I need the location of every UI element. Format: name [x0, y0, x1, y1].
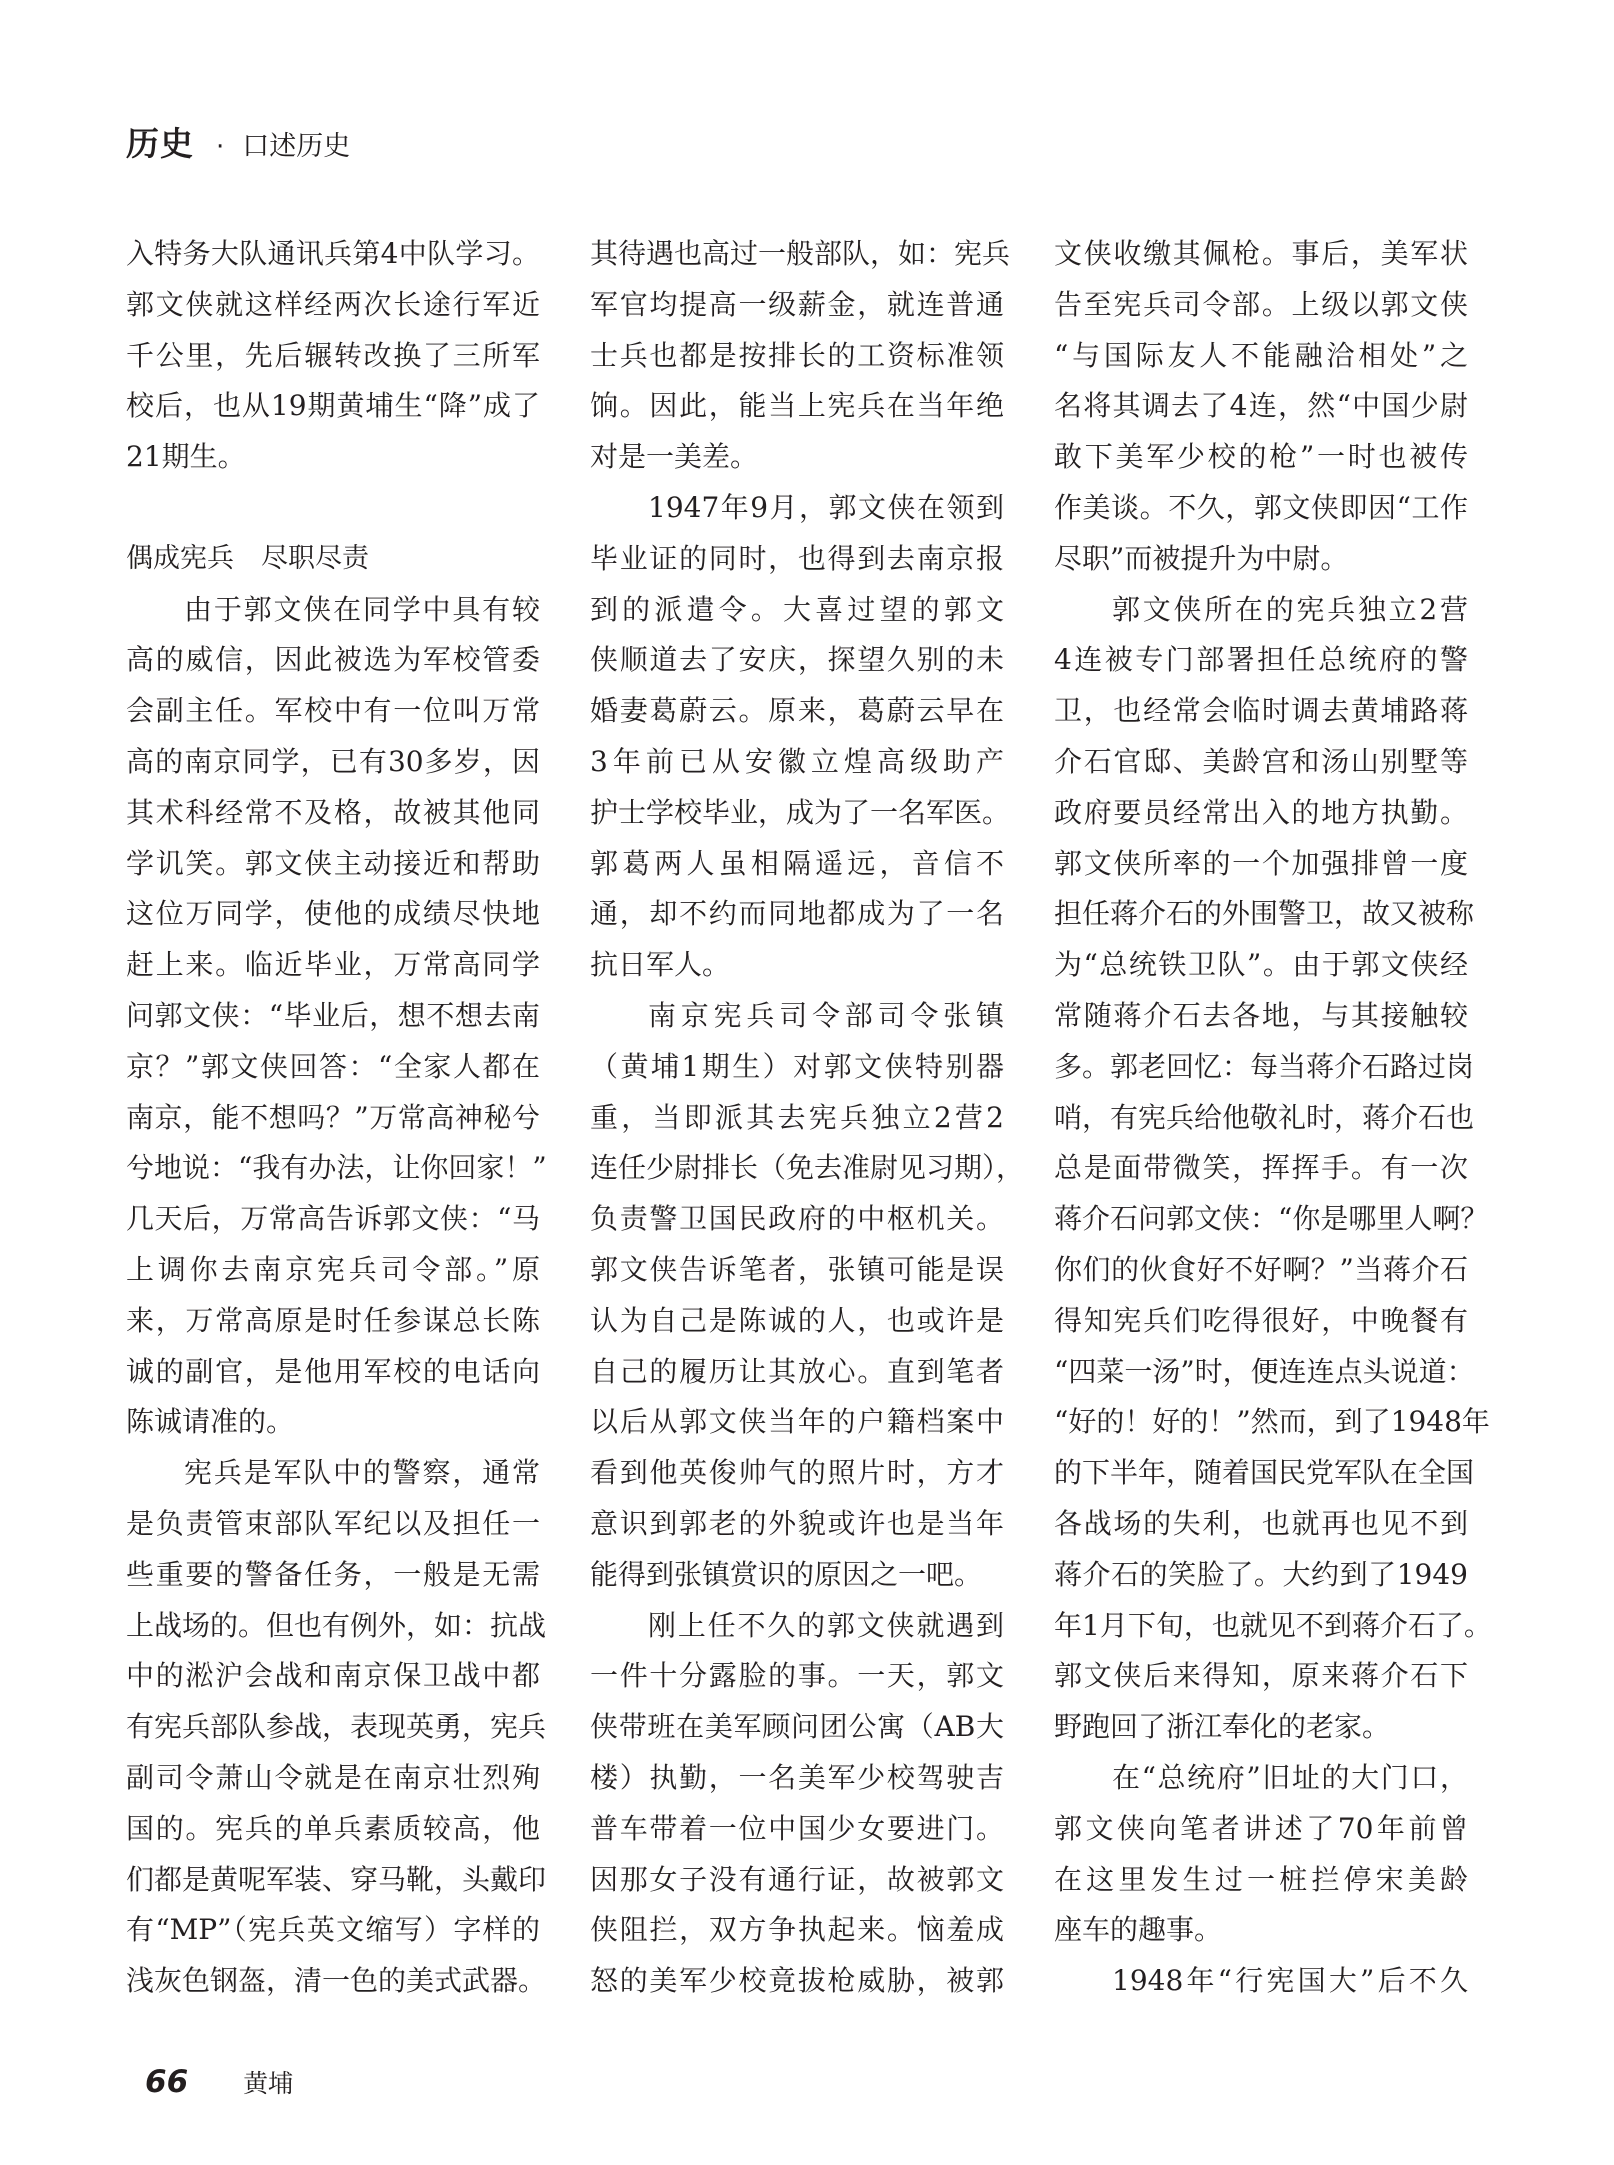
- text-line: 兮地说：“我有办法，让你回家！”: [126, 1151, 547, 1185]
- text-line: 来，万常高原是时任参谋总长陈: [126, 1303, 540, 1337]
- text-line: 一件十分露脸的事。一天，郭文: [590, 1659, 1004, 1693]
- text-line: 郭文侠向笔者讲述了70年前曾: [1054, 1811, 1468, 1845]
- running-header: [126, 118, 350, 165]
- text-line: 士兵也都是按排长的工资标准领: [590, 338, 1004, 372]
- text-line: 告至宪兵司令部。上级以郭文侠: [1054, 287, 1468, 321]
- text-line: 多。郭老回忆：每当蒋介石路过岗: [1054, 1049, 1475, 1083]
- text-line: 护士学校毕业，成为了一名军医。: [590, 795, 1011, 829]
- page-footer: [145, 2064, 293, 2100]
- text-line: 作美谈。不久，郭文侠即因“工作: [1054, 490, 1468, 524]
- text-line: 郭文侠所率的一个加强排曾一度: [1054, 846, 1468, 880]
- text-line: 负责警卫国民政府的中枢机关。: [590, 1202, 1004, 1236]
- text-line: 国的。宪兵的单兵素质较高，他: [126, 1811, 540, 1845]
- text-line: 校后，也从19期黄埔生“降”成了: [126, 389, 540, 423]
- text-line: 蒋介石的笑脸了。大约到了1949: [1054, 1557, 1468, 1591]
- text-line: 中的淞沪会战和南京保卫战中都: [126, 1659, 540, 1693]
- text-line: 南京，能不想吗？”万常高神秘兮: [126, 1100, 540, 1134]
- text-line: 刚上任不久的郭文侠就遇到: [648, 1608, 1004, 1642]
- text-line: 浅灰色钢盔，清一色的美式武器。: [126, 1964, 547, 1998]
- paragraph: [590, 1601, 1004, 2007]
- text-line: 通，却不约而同地都成为了一名: [590, 897, 1004, 931]
- text-line: 1947年9月，郭文侠在领到: [648, 490, 1004, 524]
- text-line: 政府要员经常出入的地方执勤。: [1054, 795, 1468, 829]
- text-line: 千公里，先后辗转改换了三所军: [126, 338, 540, 372]
- text-line: 得知宪兵们吃得很好，中晚餐有: [1054, 1303, 1468, 1337]
- text-line: 赶上来。临近毕业，万常高同学: [126, 948, 540, 982]
- text-line: 自己的履历让其放心。直到笔者: [590, 1354, 1004, 1388]
- text-line: 哨，有宪兵给他敬礼时，蒋介石也: [1054, 1100, 1475, 1134]
- text-line: 陈诚请准的。: [126, 1405, 295, 1439]
- text-line: 座车的趣事。: [1054, 1913, 1223, 1947]
- text-line: 军官均提高一级薪金，就连普通: [590, 287, 1004, 321]
- text-line: [126, 483, 540, 534]
- text-line: 普车带着一位中国少女要进门。: [590, 1811, 1004, 1845]
- text-line: 郭文侠所在的宪兵独立2营: [1112, 592, 1468, 626]
- paragraph: [126, 1448, 547, 2007]
- text-line: 高的威信，因此被选为军校管委: [126, 643, 540, 677]
- text-line: 入特务大队通讯兵第4中队学习。: [126, 237, 540, 270]
- text-line: 上调你去南京宪兵司令部。”原: [126, 1252, 540, 1286]
- text-line: 几天后，万常高告诉郭文侠：“马: [126, 1202, 540, 1236]
- text-line: 卫，也经常会临时调去黄埔路蒋: [1054, 694, 1468, 728]
- text-column-1: [126, 229, 547, 2007]
- text-line: 到的派遣令。大喜过望的郭文: [590, 592, 1004, 626]
- header-separator: ·: [216, 132, 225, 162]
- text-line: 饷。因此，能当上宪兵在当年绝: [590, 389, 1004, 423]
- text-line: 其待遇也高过一般部队，如：宪兵: [590, 237, 1011, 270]
- paragraph: [1054, 229, 1468, 585]
- text-line: 能得到张镇赏识的原因之一吧。: [590, 1557, 983, 1591]
- text-line: 担任蒋介石的外围警卫，故又被称: [1054, 897, 1475, 931]
- text-line: 因那女子没有通行证，故被郭文: [590, 1862, 1004, 1896]
- paragraph: [590, 991, 1025, 1601]
- text-line: 南京宪兵司令部司令张镇: [648, 998, 1004, 1032]
- text-line: 名将其调去了4连，然“中国少尉: [1054, 389, 1468, 423]
- text-line: 在这里发生过一桩拦停宋美龄: [1054, 1862, 1468, 1896]
- text-line: （黄埔1期生）对郭文侠特别器: [590, 1049, 1004, 1083]
- subsection-title: 口述历史: [242, 131, 351, 162]
- text-line: 在“总统府”旧址的大门口，: [1112, 1760, 1468, 1794]
- text-line: 蒋介石问郭文侠：“你是哪里人啊？: [1054, 1202, 1489, 1236]
- text-line: 对是一美差。: [590, 440, 759, 474]
- text-line: 4连被专门部署担任总统府的警: [1054, 643, 1468, 677]
- text-line: 这位万同学，使他的成绩尽快地: [126, 897, 540, 931]
- text-line: 3年前已从安徽立煌高级助产: [590, 744, 1004, 778]
- text-line: “四菜一汤”时，便连连点头说道：: [1054, 1354, 1475, 1388]
- text-line: 郭葛两人虽相隔遥远，音信不: [590, 846, 1004, 880]
- text-line: “好的！好的！”然而，到了1948年: [1054, 1405, 1490, 1439]
- magazine-name: 黄埔: [243, 2069, 294, 2098]
- text-line: “与国际友人不能融洽相处”之: [1054, 338, 1468, 372]
- text-line: 年1月下旬，也就见不到蒋介石了。: [1054, 1608, 1492, 1642]
- text-line: 们都是黄呢军装、穿马靴，头戴印: [126, 1862, 547, 1896]
- text-line: 郭文侠就这样经两次长途行军近: [126, 287, 540, 321]
- text-line: 由于郭文侠在同学中具有较: [184, 592, 540, 626]
- text-column-2: [590, 229, 1025, 2007]
- text-line: 文侠收缴其佩枪。事后，美军状: [1054, 237, 1468, 270]
- text-line: 会副主任。军校中有一位叫万常: [126, 694, 540, 728]
- text-line: 楼）执勤，一名美军少校驾驶吉: [590, 1760, 1004, 1794]
- paragraph: [1054, 1753, 1468, 1956]
- spacer: [126, 483, 540, 534]
- text-line: 有宪兵部队参战，表现英勇，宪兵: [126, 1710, 547, 1744]
- text-line: 婚妻葛蔚云。原来，葛蔚云早在: [590, 694, 1004, 728]
- text-line: 常随蒋介石去各地，与其接触较: [1054, 998, 1468, 1032]
- paragraph: [1054, 1956, 1468, 2007]
- text-line: 郭文侠后来得知，原来蒋介石下: [1054, 1659, 1468, 1693]
- text-line: 高的南京同学，已有30多岁，因: [126, 744, 540, 778]
- text-line: 的下半年，随着国民党军队在全国: [1054, 1456, 1475, 1490]
- text-line: 1948年“行宪国大”后不久: [1112, 1964, 1468, 1998]
- text-line: 侠带班在美军顾问团公寓（AB大: [590, 1710, 1004, 1744]
- paragraph: [590, 483, 1011, 991]
- text-line: 连任少尉排长（免去准尉见习期），: [590, 1151, 1025, 1185]
- text-line: 是负责管束部队军纪以及担任一: [126, 1506, 540, 1540]
- text-line: 其术科经常不及格，故被其他同: [126, 795, 540, 829]
- text-line: 看到他英俊帅气的照片时，方才: [590, 1456, 1004, 1490]
- text-line: 意识到郭老的外貌或许也是当年: [590, 1506, 1004, 1540]
- section-heading: [126, 534, 540, 585]
- text-line: 毕业证的同时，也得到去南京报: [590, 541, 1004, 575]
- text-line: 介石官邸、美龄宫和汤山别墅等: [1054, 744, 1468, 778]
- text-line: 诚的副官，是他用军校的电话向: [126, 1354, 540, 1388]
- text-line: 宪兵是军队中的警察，通常: [184, 1456, 540, 1490]
- paragraph: [126, 229, 540, 483]
- heading-text: 偶成宪兵 尽职尽责: [126, 542, 369, 574]
- text-line: 为“总统铁卫队”。由于郭文侠经: [1054, 948, 1468, 982]
- text-line: 副司令萧山令就是在南京壮烈殉: [126, 1760, 540, 1794]
- paragraph: [590, 229, 1011, 483]
- text-line: 些重要的警备任务，一般是无需: [126, 1557, 540, 1591]
- text-line: 抗日军人。: [590, 948, 731, 982]
- paragraph: [1054, 585, 1492, 1753]
- text-line: 侠阻拦，双方争执起来。恼羞成: [590, 1913, 1004, 1947]
- section-title: 历史: [126, 124, 194, 163]
- text-line: 野跑回了浙江奉化的老家。: [1054, 1710, 1391, 1744]
- page-number: 66: [145, 2064, 189, 2100]
- paragraph: [126, 585, 547, 1449]
- text-line: 以后从郭文侠当年的户籍档案中: [590, 1405, 1004, 1439]
- text-line: 认为自己是陈诚的人，也或许是: [590, 1303, 1004, 1337]
- text-line: 总是面带微笑，挥挥手。有一次: [1054, 1151, 1468, 1185]
- text-line: 上战场的。但也有例外，如：抗战: [126, 1608, 547, 1642]
- text-line: 侠顺道去了安庆，探望久别的未: [590, 643, 1004, 677]
- text-line: 各战场的失利，也就再也见不到: [1054, 1506, 1468, 1540]
- text-line: 问郭文侠：“毕业后，想不想去南: [126, 998, 540, 1032]
- text-line: 21期生。: [126, 440, 246, 474]
- text-line: 你们的伙食好不好啊？”当蒋介石: [1054, 1252, 1468, 1286]
- text-line: 学讥笑。郭文侠主动接近和帮助: [126, 846, 540, 880]
- text-line: 敢下美军少校的枪”一时也被传: [1054, 440, 1468, 474]
- text-line: 郭文侠告诉笔者，张镇可能是误: [590, 1252, 1004, 1286]
- text-line: 重，当即派其去宪兵独立2营2: [590, 1100, 1004, 1134]
- text-line: 怒的美军少校竟拔枪威胁，被郭: [590, 1964, 1004, 1998]
- text-line: 京？”郭文侠回答：“全家人都在: [126, 1049, 540, 1083]
- text-line: 有“MP”（宪兵英文缩写）字样的: [126, 1913, 540, 1947]
- text-line: 尽职”而被提升为中尉。: [1054, 541, 1349, 575]
- text-column-3: [1054, 229, 1492, 2007]
